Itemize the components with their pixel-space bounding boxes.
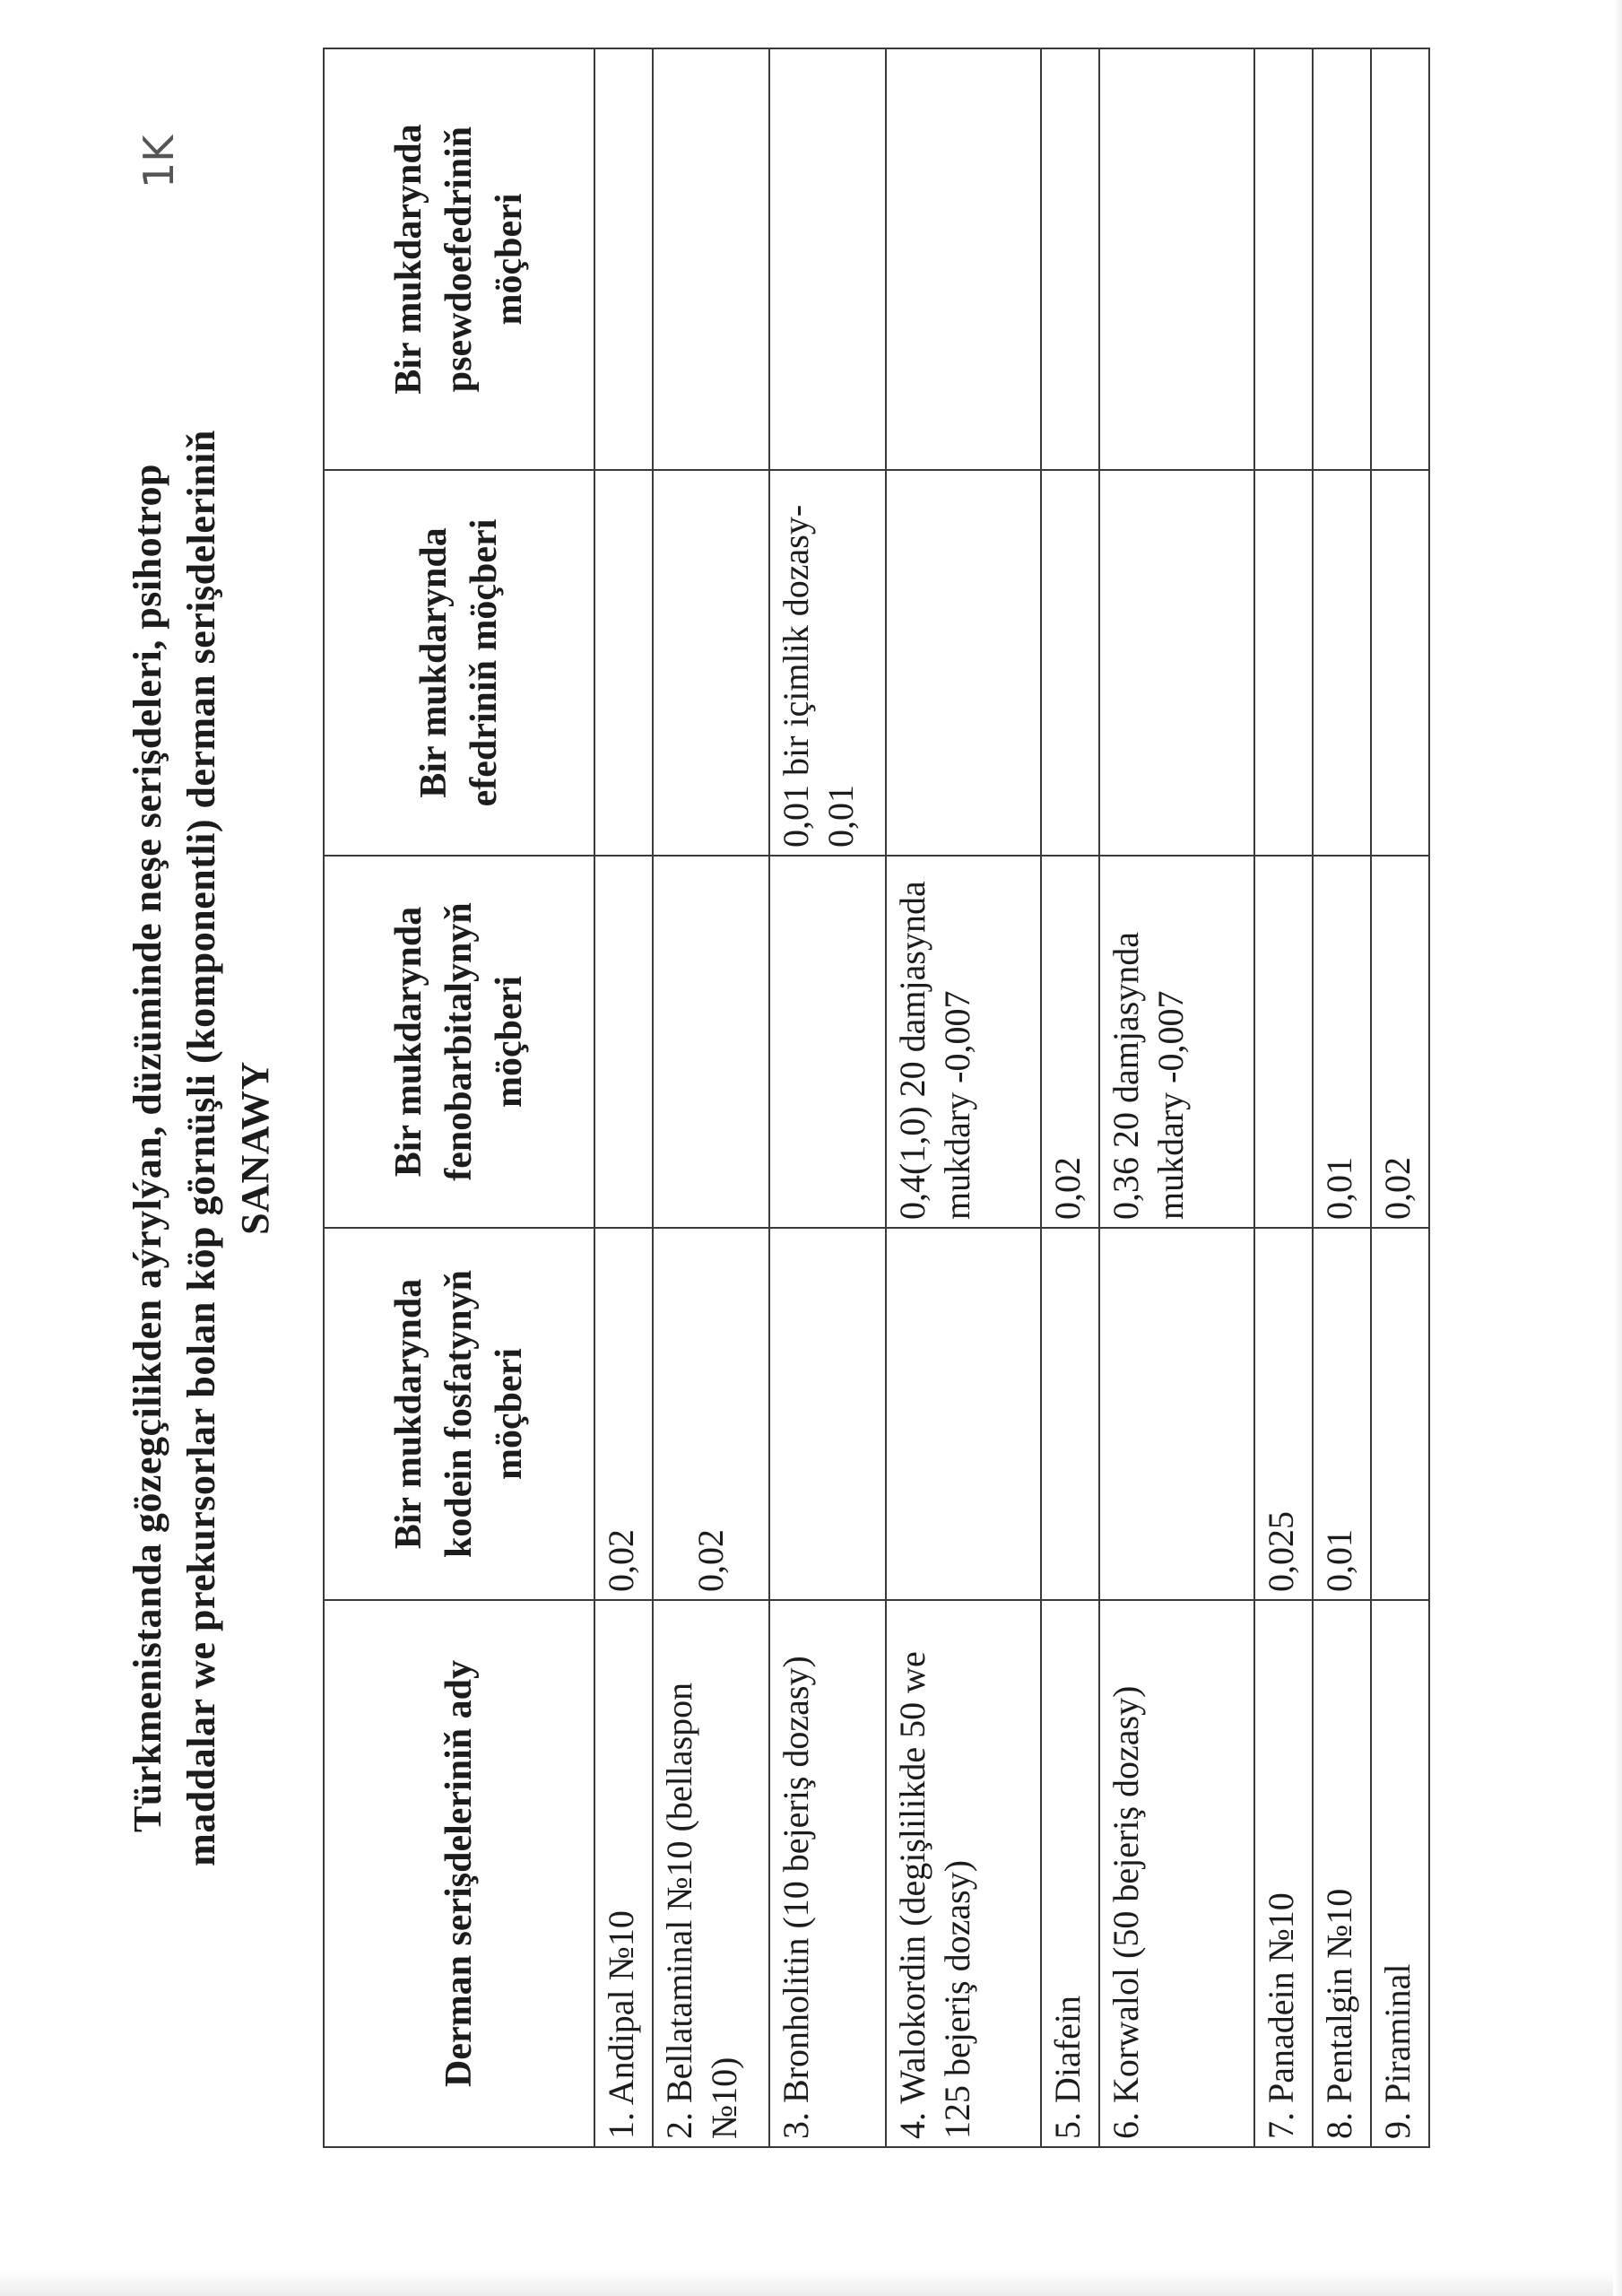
header-pseudoephedrine: Bir mukdarynda psewdoefedriniň möçberi	[324, 48, 594, 470]
cell-pseudoephedrine	[769, 48, 886, 470]
table-row	[1099, 48, 1254, 2147]
cell-ephedrine	[1254, 470, 1313, 856]
cell-ephedrine	[653, 470, 769, 856]
cell-ephedrine	[1099, 470, 1254, 856]
table-header-row	[324, 48, 594, 2147]
cell-pseudoephedrine	[594, 48, 653, 470]
cell-codeine: 0,025	[1254, 1228, 1313, 1600]
cell-codeine: 0,02	[653, 1228, 769, 1600]
cell-codeine	[1041, 1228, 1099, 1600]
cell-name: 9. Piraminal	[1371, 1600, 1429, 2147]
table-row	[1313, 48, 1371, 2147]
cell-pseudoephedrine	[653, 48, 769, 470]
header-codeine: Bir mukdarynda kodein fosfatynyň möçberi	[324, 1228, 594, 1600]
scan-edge-bottom	[0, 2271, 1622, 2296]
cell-phenobarbital	[1254, 856, 1313, 1228]
table-row	[886, 48, 1041, 2147]
cell-codeine	[886, 1228, 1041, 1600]
cell-phenobarbital: 0,02	[1041, 856, 1099, 1228]
cell-name: 5. Diafein	[1041, 1600, 1099, 2147]
cell-phenobarbital: 0,01	[1313, 856, 1371, 1228]
cell-codeine	[1099, 1228, 1254, 1600]
page-mark: 1K	[134, 135, 183, 188]
medicine-table	[323, 48, 1430, 2148]
cell-ephedrine: 0,01 bir içimlik dozasy-0,01	[769, 470, 886, 856]
table-row	[769, 48, 886, 2147]
cell-name: 1. Andipal №10	[594, 1600, 653, 2147]
cell-ephedrine	[594, 470, 653, 856]
cell-pseudoephedrine	[886, 48, 1041, 470]
cell-phenobarbital: 0,36 20 damjasynda mukdary -0,007	[1099, 856, 1254, 1228]
cell-name: 4. Walokordin (degişlilikde 50 we 125 bejeriş dozasy)	[886, 1600, 1041, 2147]
title-line-1: Türkmenistanda gözegçilikden aýrylýan, düzüminde neşe serişdeleri, psihotrop	[126, 464, 169, 1832]
document-title	[121, 0, 282, 2296]
cell-codeine: 0,01	[1313, 1228, 1371, 1600]
cell-name: 6. Korwalol (50 bejeriş dozasy)	[1099, 1600, 1254, 2147]
cell-pseudoephedrine	[1371, 48, 1429, 470]
cell-phenobarbital: 0,02	[1371, 856, 1429, 1228]
table-row	[1254, 48, 1313, 2147]
cell-name: 8. Pentalgin №10	[1313, 1600, 1371, 2147]
table-row	[1041, 48, 1099, 2147]
cell-phenobarbital: 0,4(1,0) 20 damjasynda mukdary -0,007	[886, 856, 1041, 1228]
cell-phenobarbital	[769, 856, 886, 1228]
cell-pseudoephedrine	[1041, 48, 1099, 470]
cell-phenobarbital	[594, 856, 653, 1228]
cell-name: 3. Bronholitin (10 bejeriş dozasy)	[769, 1600, 886, 2147]
header-phenobarbital: Bir mukdarynda fenobarbitalynyň möçberi	[324, 856, 594, 1228]
cell-phenobarbital	[653, 856, 769, 1228]
scan-edge-right	[1613, 0, 1622, 2296]
cell-ephedrine	[1041, 470, 1099, 856]
title-line-2: maddalar we prekursorlar bolan köp görnüşli (komponentli) derman serişdeleriniň	[179, 430, 223, 1866]
cell-pseudoephedrine	[1254, 48, 1313, 470]
cell-codeine: 0,02	[594, 1228, 653, 1600]
table-row	[653, 48, 769, 2147]
cell-pseudoephedrine	[1313, 48, 1371, 470]
cell-pseudoephedrine	[1099, 48, 1254, 470]
table-row	[1371, 48, 1429, 2147]
table-row	[594, 48, 653, 2147]
cell-codeine	[1371, 1228, 1429, 1600]
header-ephedrine: Bir mukdarynda efedriniň möçberi	[324, 470, 594, 856]
cell-codeine	[769, 1228, 886, 1600]
cell-name: 2. Bellataminal №10 (bellaspon №10)	[653, 1600, 769, 2147]
header-name: Derman serişdeleriniň ady	[324, 1600, 594, 2147]
cell-ephedrine	[1313, 470, 1371, 856]
cell-name: 7. Panadein №10	[1254, 1600, 1313, 2147]
cell-ephedrine	[886, 470, 1041, 856]
cell-ephedrine	[1371, 470, 1429, 856]
title-line-3: SANAWY	[233, 1061, 277, 1235]
